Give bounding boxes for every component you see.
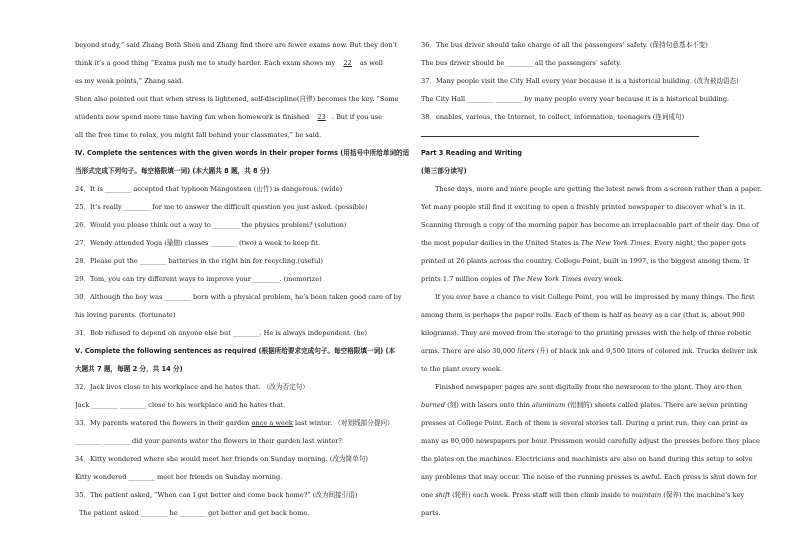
section-5-heading: Ⅴ. Complete the following sentences as required (根据所给要求完成句子。每空格限填一词) (本 bbox=[75, 347, 396, 355]
question-36-answer: The bus driver should be ________ all the passengers’ safety. bbox=[421, 59, 622, 67]
passage-line: think it’s a good thing “Exams push me to study harder. Each exam shows my 22 as well bbox=[75, 59, 384, 67]
reading-line: kilograms). They are moved from the storage to the printing presses with the help of three robotic bbox=[421, 329, 752, 337]
reading-line: prints 1.7 million copies of The New York Times every week. bbox=[421, 275, 624, 283]
passage-line: beyond study,” said Zhang Both Shen and Zhang find there are fewer exams now. But they don’t bbox=[75, 41, 398, 49]
reading-line: Finished newspaper pages are sent digitally from the newsroom to the plant. They are then bbox=[435, 383, 742, 391]
reading-line: the plates on the machines. Electricians and machinists are also on hand during this setup to solve bbox=[421, 455, 753, 463]
question-35: 35．The patient asked, “When can I get better and come back home?” (改为间接引语) bbox=[75, 491, 358, 499]
answer-rule[interactable] bbox=[421, 128, 699, 137]
question-32-answer: Jack ________ ________ close to his workplace and he hates that. bbox=[75, 401, 286, 409]
reading-line: the most popular dailies in the United States is The New York Times. Every night, the paper gets bbox=[421, 239, 746, 247]
question-30: 30．Although the boy was ________ born with a physical problem, he’s been taken good care of by bbox=[75, 293, 402, 301]
passage-line: all the free time to relax, you might fall behind your classmates,” he said. bbox=[75, 131, 322, 139]
section-5-heading-cont: 大题共 7 题，每题 2 分，共 14 分) bbox=[75, 365, 183, 373]
question-32: 32．Jack lives close to his workplace and he hates that. （改为否定句） bbox=[75, 383, 309, 391]
question-33-answer: ________ ________ did your parents water the flowers in their garden last winter? bbox=[75, 437, 342, 445]
reading-line: arms. There are also 30,000 liters (升) of black ink and 9,500 liters of colored ink. Trucks deliver ink bbox=[421, 347, 758, 355]
question-34: 34．Kitty wondered where she would meet her friends on Sunday morning. (改为简单句) bbox=[75, 455, 368, 463]
reading-line: parts. bbox=[421, 509, 441, 517]
reading-line: to the plant every week. bbox=[421, 365, 502, 373]
question-28: 28．Please put the ________ batteries in the right bin for recycling.(useful) bbox=[75, 257, 323, 265]
question-31: 31．Bob refused to depend on anyone else but ________. He is always independent. (he) bbox=[75, 329, 368, 337]
reading-line: If you ever have a chance to visit College Point, you will be impressed by many things. The first bbox=[435, 293, 755, 301]
left-column bbox=[75, 36, 415, 522]
section-4-heading-cont: 当形式完成下列句子。每空格限填一词) (本大题共 8 题，共 8 分) bbox=[75, 167, 270, 175]
reading-line: many as 80,000 newspapers per hour. Pressmen would carefully adjust the presses before they place bbox=[421, 437, 760, 445]
question-38-answer-line[interactable] bbox=[421, 126, 767, 144]
question-33: 33．My parents watered the flowers in their garden once a week last winter. （对划线部分提问） bbox=[75, 419, 394, 427]
reading-line: printed at 26 plants across the country. College Point, built in 1997, is the biggest among them. It bbox=[421, 257, 749, 265]
question-27: 27．Wendy attended Yoga (瑜伽) classes ________ (two) a week to keep fit. bbox=[75, 239, 321, 247]
reading-line: burned (刻) with lasers onto thin aluminum (铝制的) sheets called plates. There are seven printing bbox=[421, 401, 748, 409]
passage-line: Shen also pointed out that when stress is lightened, self-discipline(自律) becomes the key. “Some bbox=[75, 95, 399, 103]
answer-blank-22[interactable]: 22 bbox=[343, 59, 352, 67]
reading-line: Scanning through a copy of the morning paper has become an irreplaceable part of their day. One of bbox=[421, 221, 759, 229]
question-25: 25．It’s really ________ for me to answer the difficult question you just asked. (possible) bbox=[75, 203, 368, 211]
part-3-heading: Part 3 Reading and Writing bbox=[421, 149, 523, 157]
part-3-subheading: (第三部分读写) bbox=[421, 167, 467, 175]
section-4-heading: Ⅳ. Complete the sentences with the given words in their proper forms (用括号中所给单词的适 bbox=[75, 149, 410, 157]
passage-line: as my weak points,” Zhang said. bbox=[75, 77, 184, 85]
question-29: 29．Tom, you can try different ways to improve your ________. (memorize) bbox=[75, 275, 322, 283]
question-36: 36．The bus driver should take charge of all the passengers’ safety. (保持句意基本不变) bbox=[421, 41, 708, 49]
reading-line: one shift (轮班) each week. Press staff will then climb inside to maintain (保养) the machine’s key bbox=[421, 491, 745, 499]
right-column bbox=[421, 36, 767, 522]
reading-line: These days, more and more people are getting the latest news from a screen rather than a paper. bbox=[435, 185, 762, 193]
question-34-answer: Kitty wondered ________ meet her friends on Sunday morning. bbox=[75, 473, 283, 481]
reading-line: among them is perhaps the paper rolls. Each of them is half as heavy as a car (that is, about 900 bbox=[421, 311, 745, 319]
answer-blank-23[interactable]: 23 bbox=[317, 113, 326, 121]
question-26: 26．Would you please think out a way to ________ the physics problem? (solution) bbox=[75, 221, 347, 229]
question-24: 24．It is ________ accepted that typhoon Mangosteen (山竹) is dangerous. (wide) bbox=[75, 185, 343, 193]
question-38: 38．enables, various, the Internet, to collect, information, teenagers (连词成句) bbox=[421, 113, 685, 121]
reading-line: Yet many people still find it exciting to open a freshly printed newspaper to discover what’s in it. bbox=[421, 203, 745, 211]
passage-line: students now spend more time having fun when homework is finished 23 . But if you use bbox=[75, 113, 382, 121]
reading-line: any problems that may occur. The noise of the running presses is awful. Each press is shut down for bbox=[421, 473, 757, 481]
question-30-cont: his loving parents. (fortunate) bbox=[75, 311, 176, 319]
question-37: 37．Many people visit the City Hall every year because it is a historical building. (改为被动语态) bbox=[421, 77, 739, 85]
question-35-answer: The patient asked ________ he ________ get better and get back home. bbox=[79, 509, 310, 517]
reading-line: presses at College Point. Each of them is several stories tall. During a print run, they can print as bbox=[421, 419, 748, 427]
question-37-answer: The City Hall ________ ________ by many people every year because it is a historical building. bbox=[421, 95, 730, 103]
